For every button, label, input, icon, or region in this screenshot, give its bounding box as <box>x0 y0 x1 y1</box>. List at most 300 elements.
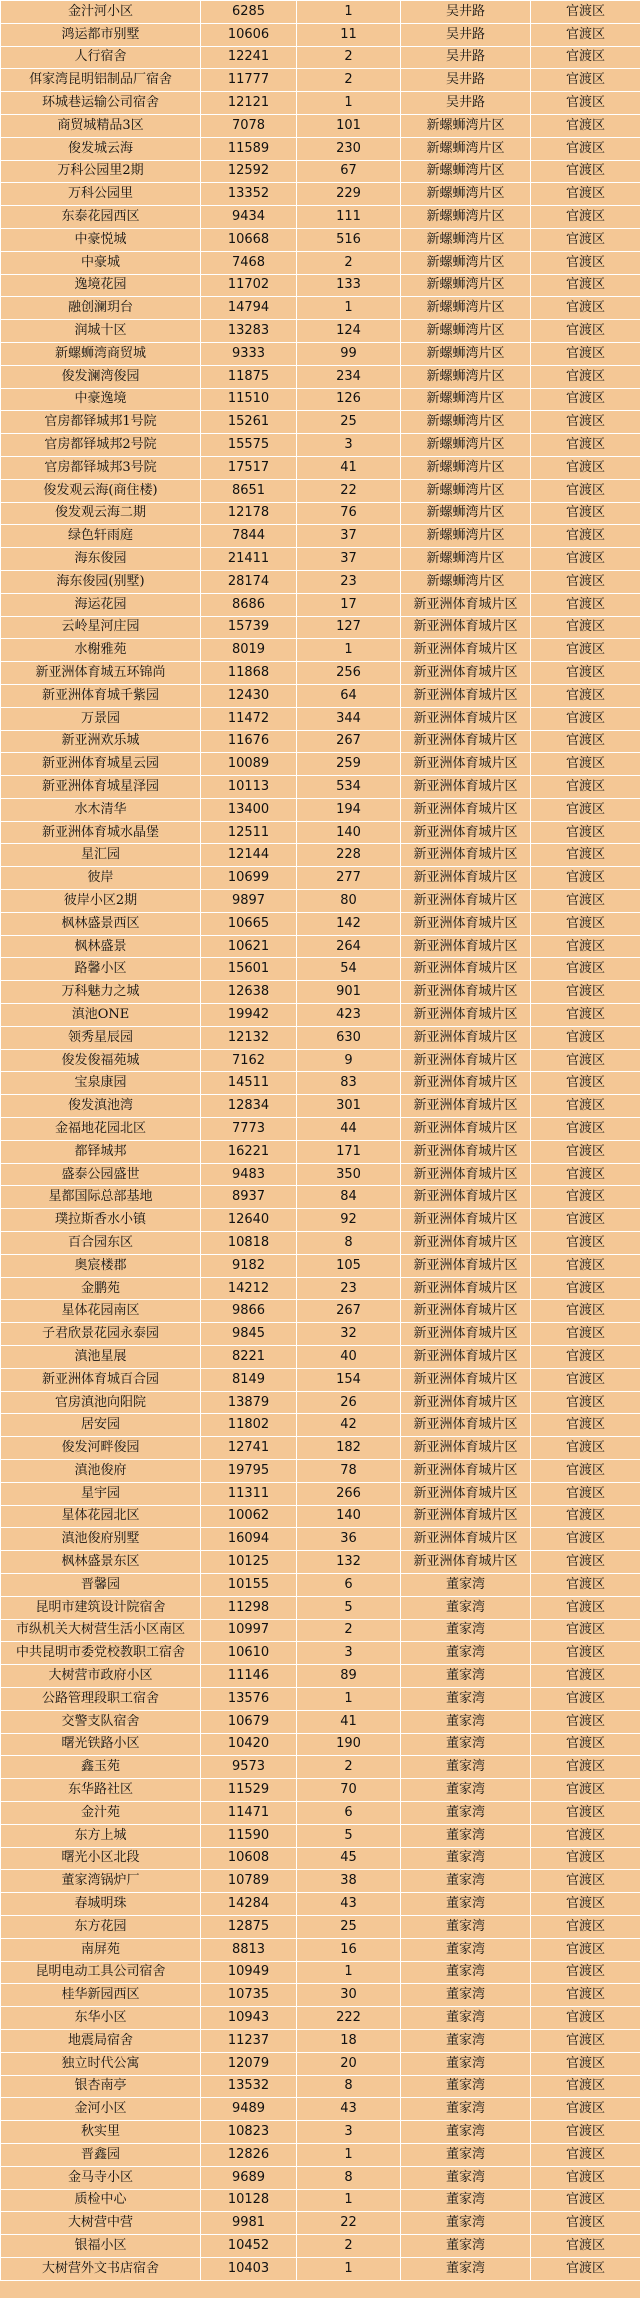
table-row <box>1 1209 640 1232</box>
table-row <box>1 1277 640 1300</box>
table-row <box>1 684 640 707</box>
table-row <box>1 1095 640 1118</box>
district-cell: 官渡区 <box>531 1346 640 1369</box>
community-name-cell: 新螺蛳湾商贸城 <box>1 342 201 365</box>
unit-price-cell: 6285 <box>201 1 297 24</box>
area-cell: 吴井路 <box>401 92 531 115</box>
unit-price-cell: 13532 <box>201 2075 297 2098</box>
listing-count-cell: 5 <box>297 1824 401 1847</box>
district-cell: 官渡区 <box>531 1277 640 1300</box>
listing-count-cell: 6 <box>297 1573 401 1596</box>
community-name-cell: 商贸城精品3区 <box>1 114 201 137</box>
table-row <box>1 798 640 821</box>
unit-price-cell: 12430 <box>201 684 297 707</box>
listing-count-cell: 301 <box>297 1095 401 1118</box>
unit-price-cell: 10155 <box>201 1573 297 1596</box>
district-cell: 官渡区 <box>531 1961 640 1984</box>
table-row <box>1 1254 640 1277</box>
table-row <box>1 912 640 935</box>
unit-price-cell: 12834 <box>201 1095 297 1118</box>
unit-price-cell: 15261 <box>201 411 297 434</box>
area-cell: 董家湾 <box>401 2052 531 2075</box>
community-name-cell: 万景园 <box>1 707 201 730</box>
listing-count-cell: 38 <box>297 1870 401 1893</box>
community-name-cell: 水木清华 <box>1 798 201 821</box>
district-cell: 官渡区 <box>531 1801 640 1824</box>
community-name-cell: 俊发澜湾俊园 <box>1 365 201 388</box>
area-cell: 新亚洲体育城片区 <box>401 844 531 867</box>
listing-count-cell: 78 <box>297 1460 401 1483</box>
area-cell: 新亚洲体育城片区 <box>401 867 531 890</box>
district-cell: 官渡区 <box>531 867 640 890</box>
district-cell: 官渡区 <box>531 46 640 69</box>
district-cell: 官渡区 <box>531 1870 640 1893</box>
unit-price-cell: 8221 <box>201 1346 297 1369</box>
unit-price-cell: 15739 <box>201 616 297 639</box>
district-cell: 官渡区 <box>531 69 640 92</box>
table-row <box>1 1824 640 1847</box>
listing-count-cell: 26 <box>297 1391 401 1414</box>
table-row <box>1 2257 640 2280</box>
community-name-cell: 金福地花园北区 <box>1 1118 201 1141</box>
listing-count-cell: 64 <box>297 684 401 707</box>
community-name-cell: 曙光小区北段 <box>1 1847 201 1870</box>
community-name-cell: 独立时代公寓 <box>1 2052 201 2075</box>
community-name-cell: 环城巷运输公司宿舍 <box>1 92 201 115</box>
table-row <box>1 981 640 1004</box>
area-cell: 董家湾 <box>401 1619 531 1642</box>
listing-count-cell: 423 <box>297 1004 401 1027</box>
area-cell: 董家湾 <box>401 2007 531 2030</box>
community-name-cell: 金汁河小区 <box>1 1 201 24</box>
table-row <box>1 1687 640 1710</box>
district-cell: 官渡区 <box>531 1573 640 1596</box>
unit-price-cell: 9845 <box>201 1323 297 1346</box>
unit-price-cell: 12178 <box>201 502 297 525</box>
unit-price-cell: 11529 <box>201 1779 297 1802</box>
listing-count-cell: 901 <box>297 981 401 1004</box>
listing-count-cell: 30 <box>297 1984 401 2007</box>
listing-count-cell: 18 <box>297 2029 401 2052</box>
community-name-cell: 公路管理段职工宿舍 <box>1 1687 201 1710</box>
area-cell: 董家湾 <box>401 1642 531 1665</box>
listing-count-cell: 516 <box>297 228 401 251</box>
community-name-cell: 中豪逸境 <box>1 388 201 411</box>
table-row <box>1 456 640 479</box>
table-row <box>1 776 640 799</box>
listing-count-cell: 127 <box>297 616 401 639</box>
community-name-cell: 海运花园 <box>1 593 201 616</box>
area-cell: 董家湾 <box>401 2257 531 2280</box>
district-cell: 官渡区 <box>531 593 640 616</box>
listing-count-cell: 3 <box>297 1642 401 1665</box>
table-row <box>1 1118 640 1141</box>
listing-count-cell: 228 <box>297 844 401 867</box>
community-name-cell: 官房都铎城邦1号院 <box>1 411 201 434</box>
district-cell: 官渡区 <box>531 2052 640 2075</box>
listing-count-cell: 344 <box>297 707 401 730</box>
listing-count-cell: 142 <box>297 912 401 935</box>
table-row <box>1 114 640 137</box>
table-row <box>1 1232 640 1255</box>
community-name-cell: 大树营外文书店宿舍 <box>1 2257 201 2280</box>
unit-price-cell: 8686 <box>201 593 297 616</box>
district-cell: 官渡区 <box>531 1437 640 1460</box>
unit-price-cell: 10823 <box>201 2121 297 2144</box>
area-cell: 新亚洲体育城片区 <box>401 958 531 981</box>
table-row <box>1 662 640 685</box>
table-body <box>1 1 640 2281</box>
table-row <box>1 639 640 662</box>
district-cell: 官渡区 <box>531 684 640 707</box>
community-name-cell: 星体花园南区 <box>1 1300 201 1323</box>
unit-price-cell: 8019 <box>201 639 297 662</box>
table-row <box>1 2007 640 2030</box>
table-row <box>1 1801 640 1824</box>
community-name-cell: 曙光铁路小区 <box>1 1733 201 1756</box>
unit-price-cell: 19942 <box>201 1004 297 1027</box>
listing-count-cell: 80 <box>297 890 401 913</box>
district-cell: 官渡区 <box>531 935 640 958</box>
listing-count-cell: 234 <box>297 365 401 388</box>
community-name-cell: 万科公园里 <box>1 183 201 206</box>
area-cell: 新螺蛳湾片区 <box>401 320 531 343</box>
table-row <box>1 1482 640 1505</box>
unit-price-cell: 8813 <box>201 1938 297 1961</box>
district-cell: 官渡区 <box>531 1779 640 1802</box>
unit-price-cell: 11311 <box>201 1482 297 1505</box>
area-cell: 董家湾 <box>401 1573 531 1596</box>
table-row <box>1 2098 640 2121</box>
community-name-cell: 俊发滇池湾 <box>1 1095 201 1118</box>
area-cell: 新亚洲体育城片区 <box>401 1505 531 1528</box>
unit-price-cell: 12826 <box>201 2143 297 2166</box>
district-cell: 官渡区 <box>531 1049 640 1072</box>
table-row <box>1 570 640 593</box>
community-name-cell: 新亚洲体育城星云园 <box>1 753 201 776</box>
area-cell: 董家湾 <box>401 2029 531 2052</box>
unit-price-cell: 10089 <box>201 753 297 776</box>
table-row <box>1 69 640 92</box>
table-row <box>1 1072 640 1095</box>
listing-count-cell: 1 <box>297 1687 401 1710</box>
district-cell: 官渡区 <box>531 890 640 913</box>
community-name-cell: 万科魅力之城 <box>1 981 201 1004</box>
area-cell: 新螺蛳湾片区 <box>401 548 531 571</box>
area-cell: 吴井路 <box>401 1 531 24</box>
community-name-cell: 滇池星展 <box>1 1346 201 1369</box>
unit-price-cell: 12640 <box>201 1209 297 1232</box>
table-row <box>1 1505 640 1528</box>
community-name-cell: 人行宿舍 <box>1 46 201 69</box>
unit-price-cell: 10452 <box>201 2235 297 2258</box>
table-row <box>1 1710 640 1733</box>
listing-count-cell: 2 <box>297 2235 401 2258</box>
area-cell: 新亚洲体育城片区 <box>401 1072 531 1095</box>
community-name-cell: 市纵机关大树营生活小区南区 <box>1 1619 201 1642</box>
listing-count-cell: 266 <box>297 1482 401 1505</box>
district-cell: 官渡区 <box>531 297 640 320</box>
area-cell: 董家湾 <box>401 1938 531 1961</box>
area-cell: 新亚洲体育城片区 <box>401 684 531 707</box>
district-cell: 官渡区 <box>531 662 640 685</box>
community-name-cell: 中共昆明市委党校教职工宿舍 <box>1 1642 201 1665</box>
listing-count-cell: 23 <box>297 570 401 593</box>
community-name-cell: 俊发观云海二期 <box>1 502 201 525</box>
district-cell: 官渡区 <box>531 1140 640 1163</box>
listing-count-cell: 140 <box>297 821 401 844</box>
listing-count-cell: 40 <box>297 1346 401 1369</box>
district-cell: 官渡区 <box>531 981 640 1004</box>
unit-price-cell: 11802 <box>201 1414 297 1437</box>
unit-price-cell: 12144 <box>201 844 297 867</box>
district-cell: 官渡区 <box>531 1 640 24</box>
listing-count-cell: 43 <box>297 2098 401 2121</box>
community-name-cell: 滇池俊府别墅 <box>1 1528 201 1551</box>
listing-count-cell: 229 <box>297 183 401 206</box>
listing-count-cell: 3 <box>297 2121 401 2144</box>
unit-price-cell: 11471 <box>201 1801 297 1824</box>
listing-count-cell: 1 <box>297 2143 401 2166</box>
table-row <box>1 23 640 46</box>
area-cell: 董家湾 <box>401 1733 531 1756</box>
table-row <box>1 434 640 457</box>
listing-count-cell: 124 <box>297 320 401 343</box>
community-name-cell: 绿色轩雨庭 <box>1 525 201 548</box>
area-cell: 董家湾 <box>401 2143 531 2166</box>
area-cell: 新亚洲体育城片区 <box>401 1004 531 1027</box>
district-cell: 官渡区 <box>531 114 640 137</box>
district-cell: 官渡区 <box>531 2166 640 2189</box>
listing-count-cell: 350 <box>297 1163 401 1186</box>
area-cell: 新亚洲体育城片区 <box>401 821 531 844</box>
unit-price-cell: 21411 <box>201 548 297 571</box>
area-cell: 新螺蛳湾片区 <box>401 456 531 479</box>
area-cell: 新螺蛳湾片区 <box>401 251 531 274</box>
unit-price-cell: 11777 <box>201 69 297 92</box>
table-row <box>1 1414 640 1437</box>
area-cell: 董家湾 <box>401 1596 531 1619</box>
area-cell: 新螺蛳湾片区 <box>401 137 531 160</box>
table-row <box>1 2166 640 2189</box>
listing-count-cell: 8 <box>297 2075 401 2098</box>
community-name-cell: 金河小区 <box>1 2098 201 2121</box>
community-name-cell: 璞拉斯香水小镇 <box>1 1209 201 1232</box>
unit-price-cell: 11590 <box>201 1824 297 1847</box>
area-cell: 新亚洲体育城片区 <box>401 1391 531 1414</box>
unit-price-cell: 19795 <box>201 1460 297 1483</box>
listing-count-cell: 1 <box>297 297 401 320</box>
table-row <box>1 1 640 24</box>
district-cell: 官渡区 <box>531 1004 640 1027</box>
listing-count-cell: 1 <box>297 92 401 115</box>
listing-count-cell: 84 <box>297 1186 401 1209</box>
area-cell: 新螺蛳湾片区 <box>401 365 531 388</box>
area-cell: 新亚洲体育城片区 <box>401 1414 531 1437</box>
table-row <box>1 411 640 434</box>
unit-price-cell: 11298 <box>201 1596 297 1619</box>
listing-count-cell: 230 <box>297 137 401 160</box>
area-cell: 新亚洲体育城片区 <box>401 753 531 776</box>
listing-count-cell: 1 <box>297 2257 401 2280</box>
unit-price-cell: 10665 <box>201 912 297 935</box>
district-cell: 官渡区 <box>531 730 640 753</box>
table-row <box>1 1140 640 1163</box>
listing-count-cell: 2 <box>297 1756 401 1779</box>
district-cell: 官渡区 <box>531 1619 640 1642</box>
listing-count-cell: 267 <box>297 730 401 753</box>
unit-price-cell: 13400 <box>201 798 297 821</box>
unit-price-cell: 16094 <box>201 1528 297 1551</box>
area-cell: 董家湾 <box>401 1756 531 1779</box>
area-cell: 新亚洲体育城片区 <box>401 639 531 662</box>
community-name-cell: 融创澜玥台 <box>1 297 201 320</box>
table-row <box>1 2143 640 2166</box>
district-cell: 官渡区 <box>531 1391 640 1414</box>
listing-count-cell: 41 <box>297 456 401 479</box>
district-cell: 官渡区 <box>531 1710 640 1733</box>
area-cell: 新亚洲体育城片区 <box>401 1300 531 1323</box>
community-name-cell: 星宇园 <box>1 1482 201 1505</box>
area-cell: 新亚洲体育城片区 <box>401 1254 531 1277</box>
table-row <box>1 297 640 320</box>
area-cell: 新亚洲体育城片区 <box>401 1437 531 1460</box>
community-name-cell: 交警支队宿舍 <box>1 1710 201 1733</box>
district-cell: 官渡区 <box>531 1232 640 1255</box>
community-name-cell: 俊发观云海(商住楼) <box>1 479 201 502</box>
listing-count-cell: 2 <box>297 46 401 69</box>
unit-price-cell: 8937 <box>201 1186 297 1209</box>
district-cell: 官渡区 <box>531 1756 640 1779</box>
area-cell: 新亚洲体育城片区 <box>401 776 531 799</box>
area-cell: 新亚洲体育城片区 <box>401 912 531 935</box>
table-row <box>1 1938 640 1961</box>
table-row <box>1 1893 640 1916</box>
table-row <box>1 1756 640 1779</box>
area-cell: 新亚洲体育城片区 <box>401 981 531 1004</box>
listing-count-cell: 22 <box>297 2212 401 2235</box>
listing-count-cell: 8 <box>297 2166 401 2189</box>
unit-price-cell: 10420 <box>201 1733 297 1756</box>
district-cell: 官渡区 <box>531 1596 640 1619</box>
unit-price-cell: 10679 <box>201 1710 297 1733</box>
community-name-cell: 万科公园里2期 <box>1 160 201 183</box>
table-row <box>1 2052 640 2075</box>
unit-price-cell: 10113 <box>201 776 297 799</box>
table-row <box>1 1004 640 1027</box>
area-cell: 新亚洲体育城片区 <box>401 1460 531 1483</box>
area-cell: 新亚洲体育城片区 <box>401 1186 531 1209</box>
table-row <box>1 707 640 730</box>
table-row <box>1 616 640 639</box>
community-name-cell: 银杏南亭 <box>1 2075 201 2098</box>
district-cell: 官渡区 <box>531 912 640 935</box>
table-row <box>1 1460 640 1483</box>
community-name-cell: 桂华新园西区 <box>1 1984 201 2007</box>
community-name-cell: 海东俊园 <box>1 548 201 571</box>
area-cell: 新亚洲体育城片区 <box>401 1095 531 1118</box>
district-cell: 官渡区 <box>531 1482 640 1505</box>
table-row <box>1 753 640 776</box>
unit-price-cell: 12511 <box>201 821 297 844</box>
area-cell: 新螺蛳湾片区 <box>401 297 531 320</box>
area-cell: 董家湾 <box>401 1710 531 1733</box>
unit-price-cell: 7773 <box>201 1118 297 1141</box>
table-row <box>1 867 640 890</box>
listing-count-cell: 17 <box>297 593 401 616</box>
district-cell: 官渡区 <box>531 1186 640 1209</box>
unit-price-cell: 10125 <box>201 1551 297 1574</box>
listing-count-cell: 126 <box>297 388 401 411</box>
community-name-cell: 大树营中营 <box>1 2212 201 2235</box>
area-cell: 新亚洲体育城片区 <box>401 1528 531 1551</box>
listing-count-cell: 182 <box>297 1437 401 1460</box>
district-cell: 官渡区 <box>531 411 640 434</box>
unit-price-cell: 10997 <box>201 1619 297 1642</box>
unit-price-cell: 10818 <box>201 1232 297 1255</box>
area-cell: 董家湾 <box>401 1824 531 1847</box>
listing-count-cell: 267 <box>297 1300 401 1323</box>
district-cell: 官渡区 <box>531 251 640 274</box>
unit-price-cell: 10735 <box>201 1984 297 2007</box>
community-name-cell: 新亚洲体育城百合园 <box>1 1368 201 1391</box>
unit-price-cell: 11510 <box>201 388 297 411</box>
area-cell: 新亚洲体育城片区 <box>401 1346 531 1369</box>
listing-count-cell: 101 <box>297 114 401 137</box>
table-row <box>1 2075 640 2098</box>
district-cell: 官渡区 <box>531 1323 640 1346</box>
table-row <box>1 1733 640 1756</box>
district-cell: 官渡区 <box>531 639 640 662</box>
area-cell: 新亚洲体育城片区 <box>401 662 531 685</box>
unit-price-cell: 7078 <box>201 114 297 137</box>
table-row <box>1 958 640 981</box>
listing-count-cell: 42 <box>297 1414 401 1437</box>
district-cell: 官渡区 <box>531 2029 640 2052</box>
table-row <box>1 388 640 411</box>
listing-count-cell: 99 <box>297 342 401 365</box>
unit-price-cell: 12132 <box>201 1026 297 1049</box>
table-row <box>1 593 640 616</box>
listing-count-cell: 133 <box>297 274 401 297</box>
community-name-cell: 滇池俊府 <box>1 1460 201 1483</box>
unit-price-cell: 13879 <box>201 1391 297 1414</box>
listing-count-cell: 8 <box>297 1232 401 1255</box>
listing-count-cell: 259 <box>297 753 401 776</box>
community-name-cell: 水榭雅苑 <box>1 639 201 662</box>
area-cell: 新亚洲体育城片区 <box>401 1140 531 1163</box>
area-cell: 新螺蛳湾片区 <box>401 114 531 137</box>
unit-price-cell: 10789 <box>201 1870 297 1893</box>
table-row <box>1 1779 640 1802</box>
district-cell: 官渡区 <box>531 502 640 525</box>
district-cell: 官渡区 <box>531 1254 640 1277</box>
district-cell: 官渡区 <box>531 1938 640 1961</box>
area-cell: 新亚洲体育城片区 <box>401 1232 531 1255</box>
table-row <box>1 935 640 958</box>
district-cell: 官渡区 <box>531 844 640 867</box>
table-row <box>1 274 640 297</box>
community-name-cell: 俊发河畔俊园 <box>1 1437 201 1460</box>
district-cell: 官渡区 <box>531 1551 640 1574</box>
table-row <box>1 1346 640 1369</box>
community-name-cell: 新亚洲体育城五环锦尚 <box>1 662 201 685</box>
unit-price-cell: 10621 <box>201 935 297 958</box>
unit-price-cell: 13352 <box>201 183 297 206</box>
listing-count-cell: 92 <box>297 1209 401 1232</box>
district-cell: 官渡区 <box>531 1414 640 1437</box>
community-name-cell: 东泰花园西区 <box>1 206 201 229</box>
